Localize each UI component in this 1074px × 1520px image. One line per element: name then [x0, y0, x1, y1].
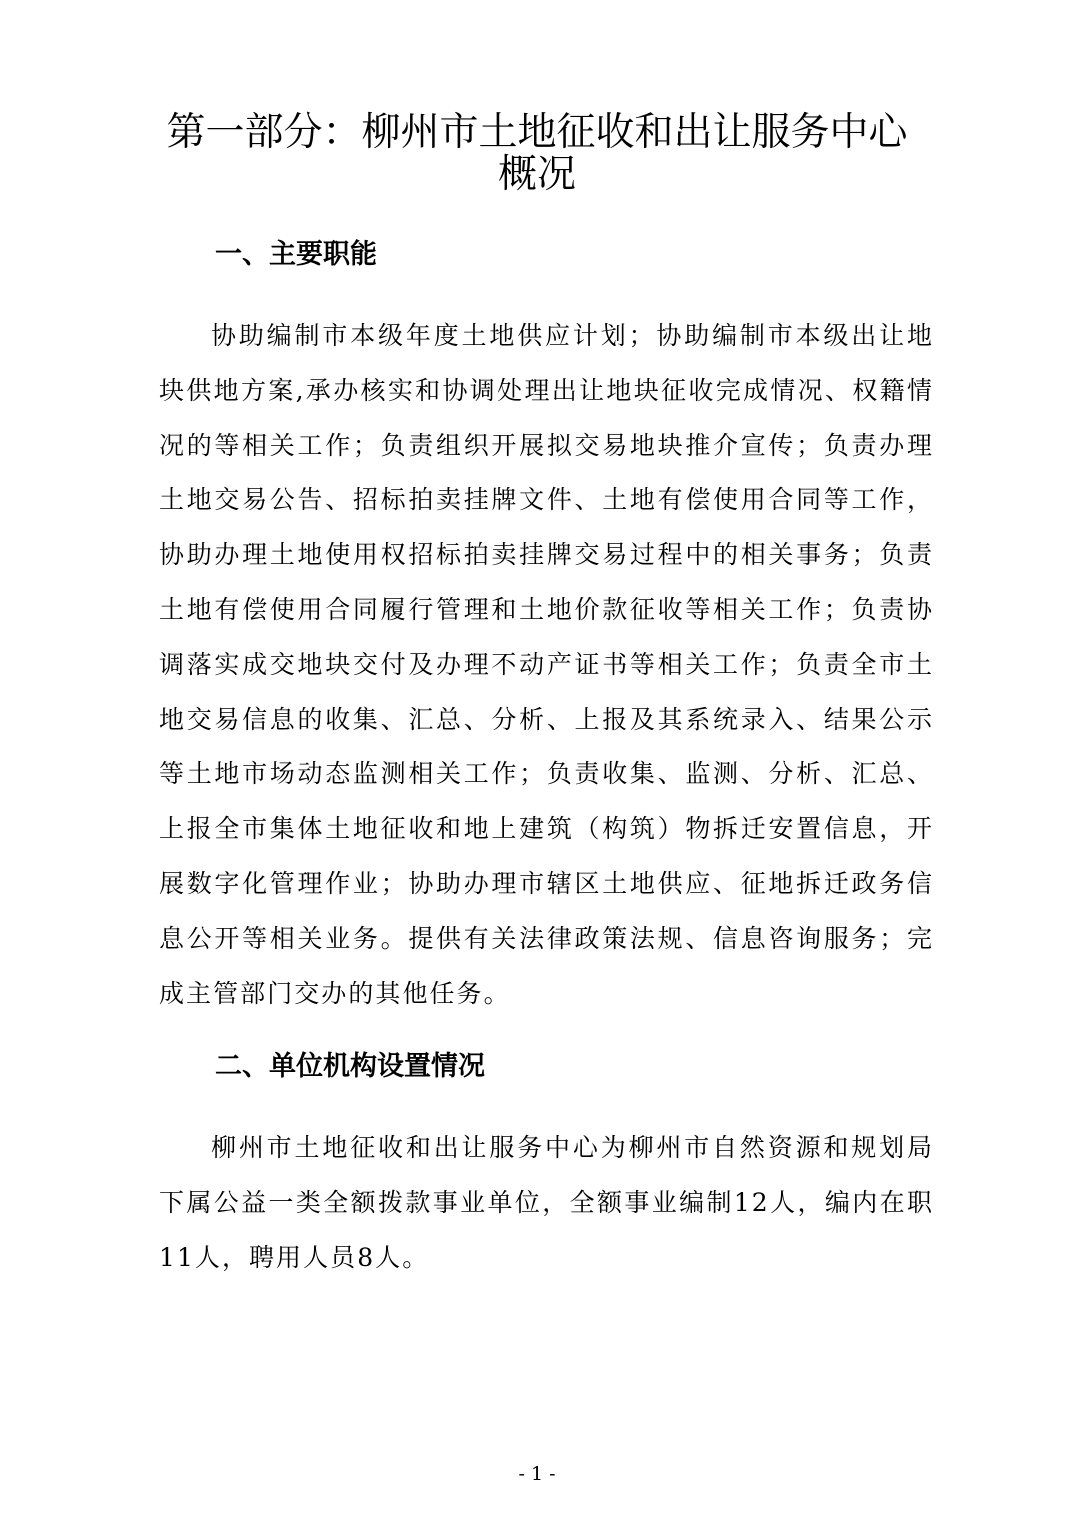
page-number: - 1 - — [518, 1463, 556, 1485]
section-heading-organization: 二、单位机构设置情况 — [215, 1051, 485, 1082]
page-title-line-2: 概况 — [497, 152, 576, 197]
page-title-line-1: 第一部分：柳州市土地征收和出让服务中心 — [166, 110, 908, 155]
section-body-organization: 柳州市土地征收和出让服务中心为柳州市自然资源和规划局下属公益一类全额拨款事业单位，全额事业编制12人，编内在职11人，聘用人员8人。 — [159, 1133, 934, 1272]
section-body-main-functions: 协助编制市本级年度土地供应计划；协助编制市本级出让地块供地方案,承办核实和协调处理出让地块征收完成情况、权籍情况的等相关工作；负责组织开展拟交易地块推介宣传；负责办理土地交易公告、招标拍卖挂牌文件、土地有偿使用合同等工作，协助办理土地使用权招标拍卖挂牌交易过程中的相关事务；负责土地有偿使用合同履行管理和土地价款征收等相关工作；负责协调落实成交地块交付及办理不动产证书等相关工作；负责全市土地交易信息的收集、汇总、分析、上报及其系统录入、结果公示等土地市场动态监测相关工作；负责收集、监测、分析、汇总、上报全市集体土地征收和地上建筑（构筑）物拆迁安置信息，开展数字化管理作业；协助办理市辖区土地供应、征地拆迁政务信息公开等相关业务。提供有关法律政策法规、信息咨询服务；完成主管部门交办的其他任务。 — [159, 321, 934, 1008]
section-heading-main-functions: 一、主要职能 — [215, 239, 377, 270]
